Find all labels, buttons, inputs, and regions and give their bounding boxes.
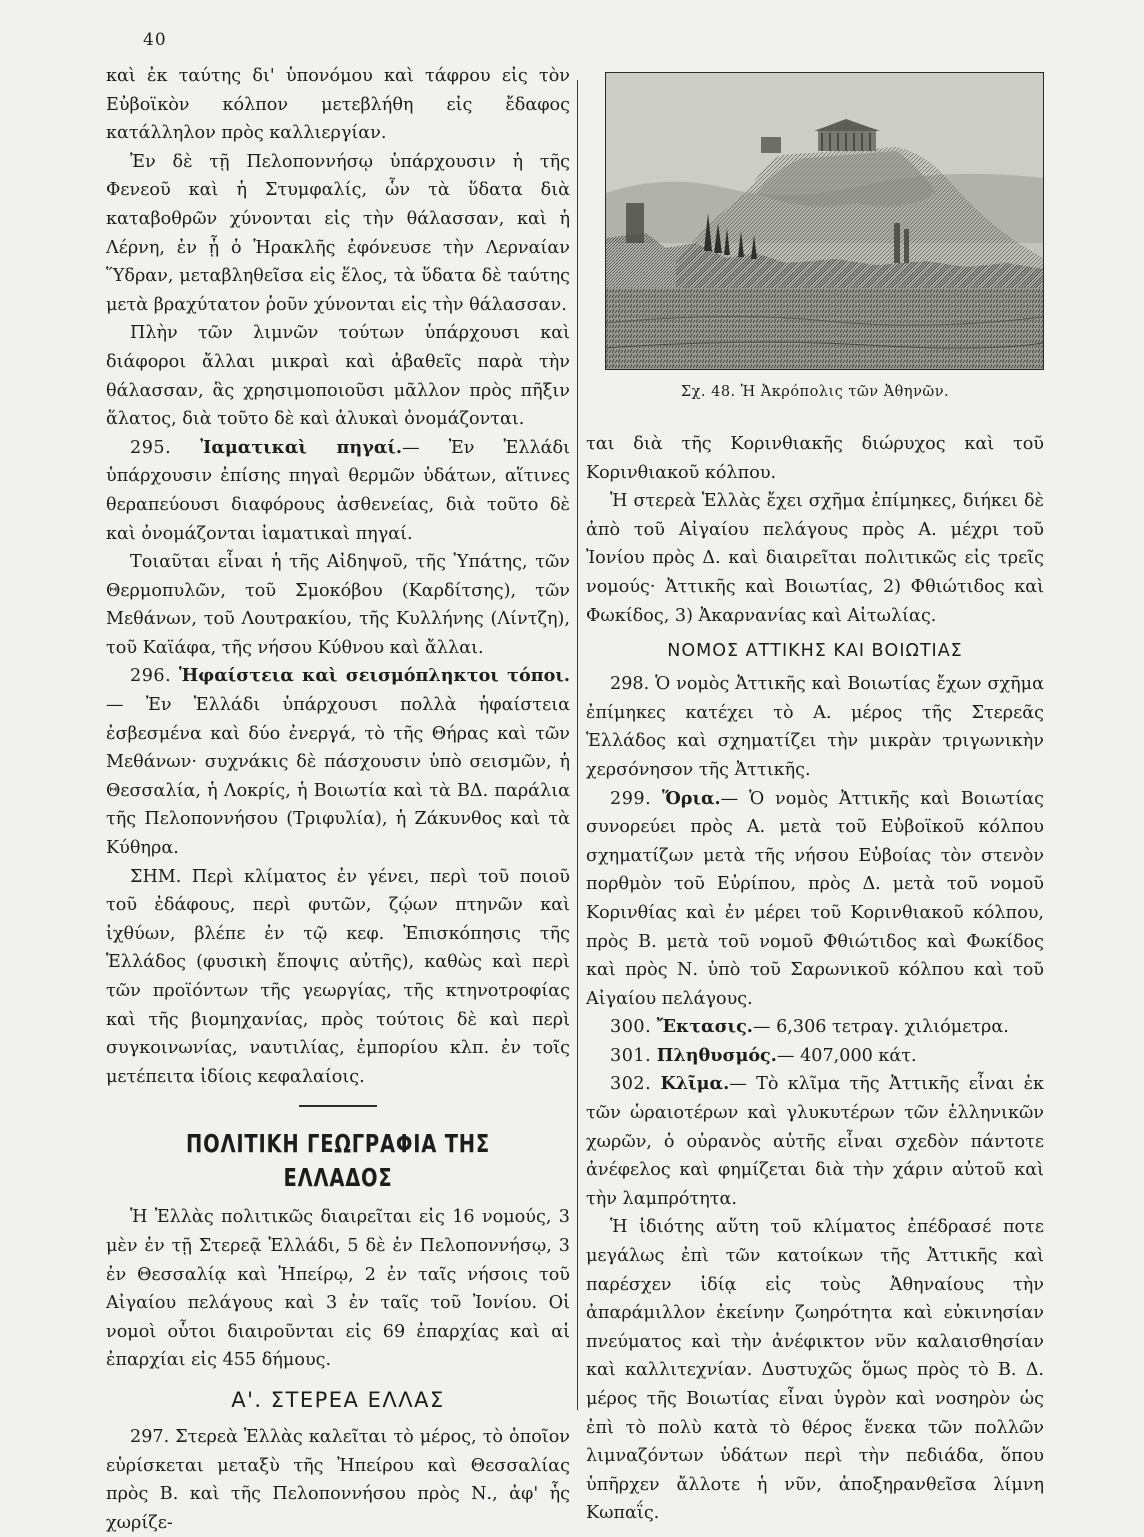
acropolis-engraving <box>606 73 1043 369</box>
note-paragraph: ΣΗΜ. Περὶ κλίματος ἐν γένει, περὶ τοῦ ποιοῦ τοῦ ἐδάφους, περὶ φυτῶν, ζῴων πτηνῶν καὶ ἰχθύων, βλέπε ἐν τῷ κεφ. Ἐπισκόπησις τῆς Ἑλλάδος (φυσικὴ ἔποψις αὐτῆς), καθὼς καὶ περὶ τῶν προϊόντων τῆς γεωργίας, τῆς κτηνοτροφίας καὶ τῆς βιομηχανίας, πρὸς τούτοις δὲ καὶ περὶ συγκοινωνίας, ναυτιλίας, ἐμπορίου κλπ. ἐν τοῖς μετέπειτα ἰδίοις κεφαλαίοις. <box>106 866 570 1087</box>
paragraph: ται διὰ τῆς Κορινθιακῆς διώρυχος καὶ τοῦ Κορινθιακοῦ κόλπου. <box>586 434 1044 483</box>
prefecture-heading: ΝΟΜΟΣ ΑΤΤΙΚΗΣ ΚΑΙ ΒΟΙΩΤΙΑΣ <box>667 641 963 662</box>
section-text: — 407,000 κάτ. <box>776 1045 917 1066</box>
section-302 <box>586 1070 1044 1213</box>
column-divider <box>577 80 578 1410</box>
paragraph: 297. Στερεὰ Ἑλλὰς καλεῖται τὸ μέρος, τὸ ὁποῖον εὑρίσκεται μεταξὺ τῆς Ἠπείρου καὶ Θεσσαλίας πρὸς Β. καὶ τῆς Πελοποννήσου πρὸς Ν., ἀφ' ἧς χωρίζε- <box>106 1426 570 1533</box>
section-number: 300. <box>610 1017 652 1038</box>
section-text: — Ὁ νομὸς Ἀττικῆς καὶ Βοιωτίας συνορεύει πρὸς Α. μετὰ τοῦ Εὐβοϊκοῦ κόλπου σχηματίζων μετὰ τῆς νήσου Εὐβοίας τὸν στενὸν πορθμὸν τοῦ Εὐρίπου, πρὸς Δ. μετὰ τοῦ νομοῦ Κορινθίας καὶ ἐν μέρει τοῦ Κορινθιακοῦ κόλπου, πρὸς Β. μετὰ τοῦ νομοῦ Φθιώτιδος καὶ Φωκίδος καὶ πρὸς Ν. ὑπὸ τοῦ Σαρωνικοῦ κόλπου καὶ τοῦ Αἰγαίου πελάγους. <box>586 788 1045 1009</box>
section-heading: ΠΟΛΙΤΙΚΗ ΓΕΩΓΡΑΦΙΑ ΤΗΣ ΕΛΛΑΔΟΣ <box>186 1129 490 1193</box>
subsection-heading: Α'. ΣΤΕΡΕΑ ΕΛΛΑΣ <box>231 1387 445 1412</box>
section-title: Ἔκτασις. <box>656 1016 753 1038</box>
section-number: 302. <box>610 1074 652 1095</box>
section-300 <box>586 1013 1044 1042</box>
section-296 <box>106 662 570 862</box>
divider <box>299 1105 377 1107</box>
section-title: Πληθυσμός. <box>656 1044 777 1066</box>
section-title: Ὅρια. <box>662 787 721 809</box>
paragraph: Ἡ Ἑλλὰς πολιτικῶς διαιρεῖται εἰς 16 νομούς, 3 μὲν ἐν τῇ Στερεᾷ Ἑλλάδι, 5 δὲ ἐν Πελοποννήσῳ, 3 ἐν Θεσσαλίᾳ καὶ Ἠπείρῳ, 2 ἐν ταῖς νήσοις τοῦ Αἰγαίου πελάγους καὶ 3 ἐν ταῖς τοῦ Ἰονίου. Οἱ νομοὶ οὗτοι διαιροῦνται εἰς 69 ἐπαρχίας καὶ αἱ ἐπαρχίαι εἰς 455 δήμους. <box>106 1207 570 1371</box>
section-number: 299. <box>610 788 652 809</box>
paragraph: Ἡ ἰδιότης αὕτη τοῦ κλίματος ἐπέδρασέ ποτε μεγάλως ἐπὶ τῶν κατοίκων τῆς Ἀττικῆς καὶ παρέσχεν ἰδίᾳ εἰς τοὺς Ἀθηναίους τὴν ἀπαράμιλλον ἐκείνην ζωηρότητα καὶ εὐκινησίαν πνεύματος καὶ τὴν ἀνέφικτον νῦν καλαισθησίαν καὶ καλλιτεχνίαν. Δυστυχῶς ὅμως πρὸς τὸ Β. Δ. μέρος τῆς Βοιωτίας εἶναι ὑγρὸν καὶ νοσηρὸν ὡς ἐπὶ τὸ πολὺ κατὰ τὸ θέρος ἕνεκα τῶν πολλῶν λιμναζόντων ὑδάτων περὶ τὴν πεδιάδα, ὅπου ὑπῆρχεν ἄλλοτε ἡ νῦν, ἀποξηρανθεῖσα λίμνη Κωπαΐς. <box>586 1217 1044 1524</box>
section-title: Ἰαματικαὶ πηγαί. <box>200 436 403 458</box>
section-text: — 6,306 τετραγ. χιλιόμετρα. <box>752 1017 1009 1038</box>
section-299 <box>586 785 1044 1014</box>
right-column <box>586 430 1044 1528</box>
section-301 <box>586 1042 1044 1071</box>
paragraph: Ἐν δὲ τῇ Πελοποννήσῳ ὑπάρχουσιν ἡ τῆς Φενεοῦ καὶ ἡ Στυμφαλίς, ὧν τὰ ὕδατα διὰ καταβοθρῶν χύνονται εἰς τὴν θάλασσαν, καὶ ἡ Λέρνη, ἐν ᾗ ὁ Ἡρακλῆς ἐφόνευσε τὴν Λερναίαν Ὕδραν, μεταβληθεῖσα εἰς ἕλος, τὰ ὕδατα δὲ ταύτης μετὰ βραχύτατον ῥοῦν χύνονται εἰς τὴν θάλασσαν. <box>106 151 570 315</box>
paragraph: καὶ ἐκ ταύτης δι' ὑπονόμου καὶ τάφρου εἰς τὸν Εὐβοϊκὸν κόλπον μετεβλήθη εἰς ἔδαφος κατάλληλον πρὸς καλλιεργίαν. <box>106 66 570 144</box>
section-text: — Ἐν Ἑλλάδι ὑπάρχουσι πολλὰ ἡφαίστεια ἐσβεσμένα καὶ δύο ἐνεργά, τὸ τῆς Θήρας καὶ τῶν Μεθάνων· συχνάκις δὲ πάσχουσιν ὑπὸ σεισμῶν, ἡ Θεσσαλία, ἡ Λοκρίς, ἡ Βοιωτία καὶ τὰ ΒΔ. παράλια τῆς Πελοποννήσου (Τριφυλία), ἡ Ζάκυνθος καὶ τὰ Κύθηρα. <box>106 695 570 859</box>
page-number: 40 <box>143 30 167 50</box>
section-number: 295. <box>130 437 172 458</box>
paragraph: Πλὴν τῶν λιμνῶν τούτων ὑπάρχουσι καὶ διάφοροι ἄλλαι μικραὶ καὶ ἀβαθεῖς παρὰ τὴν θάλασσαν, ἃς χρησιμοποιοῦσι μᾶλλον πρὸς πῆξιν ἅλατος, διὰ τοῦτο δὲ καὶ ἁλυκαὶ ὀνομάζονται. <box>106 323 570 430</box>
acropolis-illustration <box>605 72 1044 370</box>
section-title: Ἡφαίστεια καὶ σεισμόπληκτοι τόποι. <box>179 665 571 687</box>
left-column <box>106 62 570 1537</box>
paragraph: Ἡ στερεὰ Ἑλλὰς ἔχει σχῆμα ἐπίμηκες, διήκει δὲ ἀπὸ τοῦ Αἰγαίου πελάγους πρὸς Α. μέχρι τοῦ Ἰονίου πρὸς Δ. καὶ διαιρεῖται πολιτικῶς εἰς τρεῖς νομούς· Ἀττικῆς καὶ Βοιωτίας, 2) Φθιώτιδος καὶ Φωκίδος, 3) Ἀκαρνανίας καὶ Αἰτωλίας. <box>586 491 1044 626</box>
section-295 <box>106 434 570 548</box>
section-title: Κλῖμα. <box>660 1073 730 1095</box>
paragraph: Τοιαῦται εἶναι ἡ τῆς Αἰδηψοῦ, τῆς Ὑπάτης, τῶν Θερμοπυλῶν, τοῦ Σμοκόβου (Καρδίτσης), τῶν Μεθάνων, τοῦ Λουτρακίου, τῆς Κυλλήνης (Λίντζη), τοῦ Καϊάφα, τῆς νήσου Κύθνου καὶ ἄλλαι. <box>106 552 570 658</box>
section-number: 301. <box>610 1045 652 1066</box>
section-number: 296. <box>130 666 172 687</box>
figure-caption: Σχ. 48. Ἡ Ἀκρόπολις τῶν Ἀθηνῶν. <box>680 384 950 400</box>
paragraph: 298. Ὁ νομὸς Ἀττικῆς καὶ Βοιωτίας ἔχων σχῆμα ἐπίμηκες κατέχει τὸ Α. μέρος τῆς Στερεᾶς Ἑλλάδος καὶ σχηματίζει τὴν μικρὰν τριγωνικὴν χερσόνησον τῆς Ἀττικῆς. <box>586 674 1044 780</box>
section-text: — Ἐν Ἑλλάδι ὑπάρχουσιν ἐπίσης πηγαὶ θερμῶν ὑδάτων, αἵτινες θεραπεύουσι διαφόρους ἀσθενείας, διὰ τοῦτο δὲ καὶ ὀνομάζονται ἰαματικαὶ πηγαί. <box>106 437 570 544</box>
section-text: — Τὸ κλῖμα τῆς Ἀττικῆς εἶναι ἐκ τῶν ὡραιοτέρων καὶ γλυκυτέρων τῶν ἑλληνικῶν χωρῶν, ὁ οὐρανὸς αὐτῆς εἶναι σχεδὸν πάντοτε ἀνέφελος καὶ φημίζεται διὰ τὴν χάριν αὐτοῦ καὶ τὴν λαμπρότητα. <box>586 1074 1045 1209</box>
